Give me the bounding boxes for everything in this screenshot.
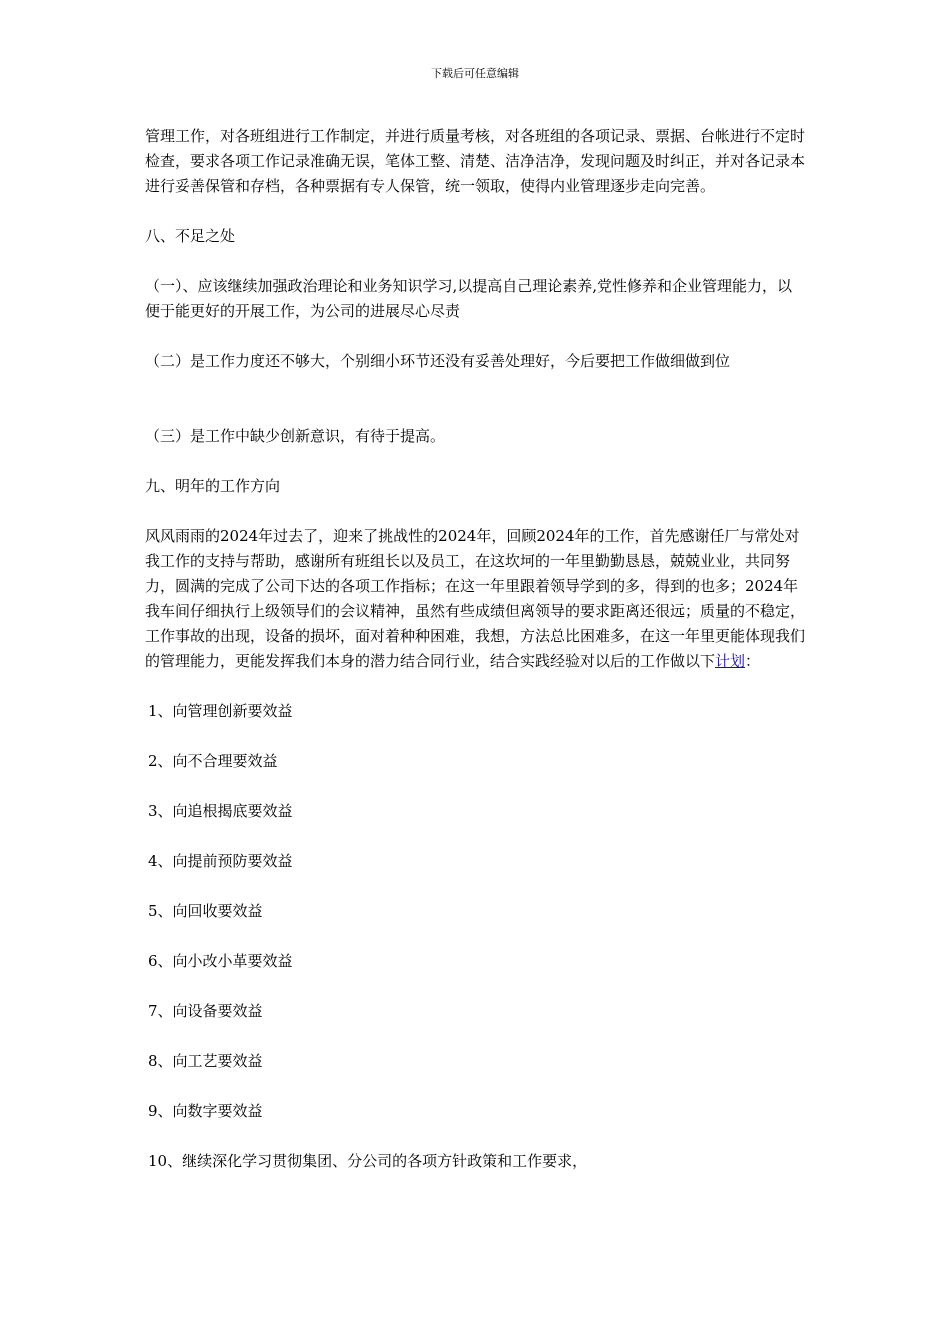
year-review-text: 风风雨雨的2024年过去了，迎来了挑战性的2024年，回顾2024年的工作，首先感谢任厂与常处对我工作的支持与帮助，感谢所有班组长以及员工，在这坎坷的一年里勤勤恳恳，兢兢业业，共同努力，圆满的完成了公司下达的各项工作指标；在这一年里跟着领导学到的多，得到的也多；2024年我车间仔细执行上级领导们的会议精神，虽然有些成绩但离领导的要求距离还很远；质量的不稳定，工作事故的出现，设备的损坏，面对着种种困难，我想，方法总比困难多，在这一年里更能体现我们的管理能力，更能发挥我们本身的潜力结合同行业，结合实践经验对以后的工作做以下 <box>145 527 806 670</box>
paragraph-year-review <box>145 524 807 674</box>
document-body <box>145 124 807 1174</box>
list-item: 5、向回收要效益 <box>148 902 263 920</box>
list-item: 4、向提前预防要效益 <box>148 852 293 870</box>
section-heading-next-year: 九、明年的工作方向 <box>145 477 281 495</box>
list-item: 1、向管理创新要效益 <box>148 702 293 720</box>
plan-link[interactable]: 计划 <box>715 652 746 670</box>
list-item: 7、向设备要效益 <box>148 1002 263 1020</box>
list-item: 10、继续深化学习贯彻集团、分公司的各项方针政策和工作要求， <box>148 1152 588 1170</box>
section-heading-shortcomings: 八、不足之处 <box>145 227 236 245</box>
shortcoming-item-3: （三）是工作中缺少创新意识，有待于提高。 <box>145 427 446 445</box>
page-header-note: 下载后可任意编辑 <box>431 67 519 80</box>
list-item: 6、向小改小革要效益 <box>148 952 293 970</box>
list-item: 3、向追根揭底要效益 <box>148 802 293 820</box>
shortcoming-item-1: （一）、应该继续加强政治理论和业务知识学习,以提高自己理论素养,党性修养和企业管理能力，以便于能更好的开展工作，为公司的进展尽心尽责 <box>145 277 793 320</box>
list-item: 2、向不合理要效益 <box>148 752 278 770</box>
paragraph-internal-management: 管理工作，对各班组进行工作制定，并进行质量考核，对各班组的各项记录、票据、台帐进行不定时检查，要求各项工作记录准确无误，笔体工整、清楚、洁净洁净，发现问题及时纠正，并对各记录本进行妥善保管和存档，各种票据有专人保管，统一领取，使得内业管理逐步走向完善。 <box>145 127 806 195</box>
year-review-colon: ： <box>745 652 761 670</box>
shortcoming-item-2: （二）是工作力度还不够大，个别细小环节还没有妥善处理好，今后要把工作做细做到位 <box>145 352 731 370</box>
list-item: 9、向数字要效益 <box>148 1102 263 1120</box>
list-item: 8、向工艺要效益 <box>148 1052 263 1070</box>
